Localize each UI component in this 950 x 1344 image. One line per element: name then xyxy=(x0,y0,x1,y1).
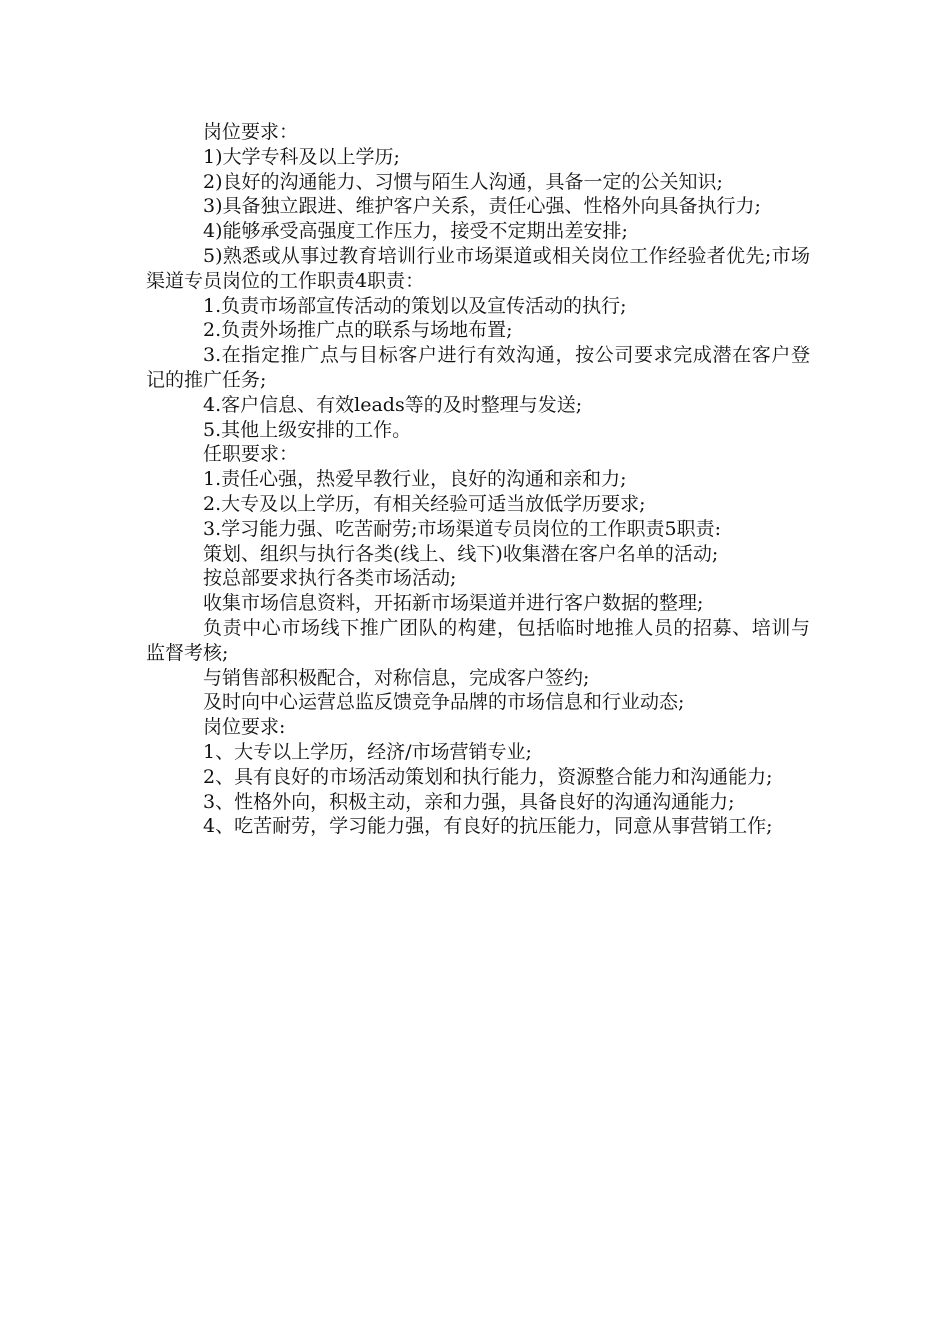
paragraph: 2、具有良好的市场活动策划和执行能力，资源整合能力和沟通能力; xyxy=(203,765,773,788)
paragraph: 与销售部积极配合，对称信息，完成客户签约; xyxy=(203,666,590,689)
paragraph: 及时向中心运营总监反馈竞争品牌的市场信息和行业动态; xyxy=(203,691,685,714)
paragraph: 任职要求： xyxy=(203,443,299,466)
paragraph: 3.在指定推广点与目标客户进行有效沟通，按公司要求完成潜在客户登记的推广任务; xyxy=(146,344,810,391)
paragraph: 3)具备独立跟进、维护客户关系，责任心强、性格外向具备执行力; xyxy=(203,195,761,218)
paragraph: 1)大学专科及以上学历; xyxy=(203,145,400,168)
paragraph: 收集市场信息资料，开拓新市场渠道并进行客户数据的整理; xyxy=(203,592,704,615)
paragraph: 1.责任心强，热爱早教行业，良好的沟通和亲和力; xyxy=(203,468,627,491)
paragraph: 岗位要求: xyxy=(203,716,286,739)
paragraph: 2.负责外场推广点的联系与场地布置; xyxy=(203,319,513,342)
paragraph: 2.大专及以上学历，有相关经验可适当放低学历要求; xyxy=(203,492,646,515)
paragraph: 3、性格外向，积极主动，亲和力强，具备良好的沟通沟通能力; xyxy=(203,790,735,813)
paragraph: 1.负责市场部宣传活动的策划以及宣传活动的执行; xyxy=(203,294,627,317)
paragraph: 4、吃苦耐劳，学习能力强，有良好的抗压能力，同意从事营销工作; xyxy=(203,815,773,838)
paragraph: 4.客户信息、有效leads等的及时整理与发送; xyxy=(203,393,583,416)
paragraph: 4)能够承受高强度工作压力，接受不定期出差安排; xyxy=(203,220,628,243)
paragraph: 2)良好的沟通能力、习惯与陌生人沟通，具备一定的公关知识; xyxy=(203,170,723,193)
paragraph: 按总部要求执行各类市场活动; xyxy=(203,567,457,590)
paragraph: 岗位要求： xyxy=(203,121,299,143)
paragraph: 5.其他上级安排的工作。 xyxy=(203,418,412,441)
paragraph: 1、大专以上学历，经济/市场营销专业; xyxy=(203,740,532,763)
paragraph: 3.学习能力强、吃苦耐劳;市场渠道专员岗位的工作职责5职责: xyxy=(203,517,722,540)
paragraph: 5)熟悉或从事过教育培训行业市场渠道或相关岗位工作经验者优先;市场渠道专员岗位的工作职责4职责： xyxy=(146,244,810,292)
paragraph: 策划、组织与执行各类(线上、线下)收集潜在客户名单的活动; xyxy=(203,542,719,565)
document-body xyxy=(146,120,810,839)
paragraph: 负责中心市场线下推广团队的构建，包括临时地推人员的招募、培训与监督考核; xyxy=(146,616,810,664)
